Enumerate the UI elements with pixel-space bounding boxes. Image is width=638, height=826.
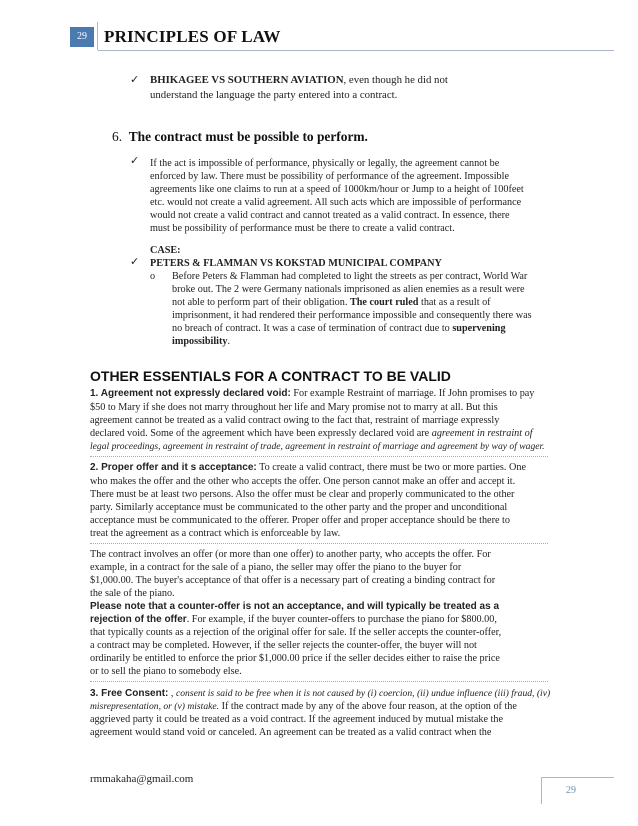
impossibility-text: impossibility	[172, 336, 228, 347]
case-label: CASE:	[150, 245, 181, 256]
checkmark-icon: ✓	[130, 155, 140, 167]
p2-line: treat the agreement as a contract which is enforceable by law.	[90, 528, 341, 539]
section-heading: OTHER ESSENTIALS FOR A CONTRACT TO BE VALID	[90, 368, 451, 384]
p2-line: party. Similarly acceptance must be communicated to the other party and the proper and unconditional	[90, 502, 508, 513]
p2-line: acceptance must be communicated to the offerer. Proper offer and proper acceptance should be there to	[90, 515, 510, 526]
p3-line: ordinarily be entitled to enforce the prior $1,000.00 price if the seller decides either to raise the price	[90, 653, 500, 664]
dotted-divider	[90, 681, 548, 682]
intro-case-rest: , even though he did not	[343, 74, 448, 86]
case-text: not able to perform part of their obligation.	[172, 297, 348, 308]
p4-text: ,	[168, 688, 176, 699]
header-page-number: 29	[70, 27, 94, 47]
p4-label: 3. Free Consent:	[90, 688, 169, 699]
point-6-text: The contract must be possible to perform.	[128, 129, 368, 144]
p1-text: declared void. Some of the agreement which have been expressly declared void are	[90, 428, 430, 439]
p3-line	[90, 613, 497, 626]
p3-line: a contract may be completed. However, if the seller rejects the counter-offer, the buyer will not	[90, 640, 477, 651]
case-bullet: o	[150, 271, 156, 282]
impossible-line: enforced by law. There must be possibility of performance of the agreement. Impossible	[150, 171, 509, 182]
p3-line: that typically counts as a rejection of the original offer for sale. If the seller accepts the counter-offer,	[90, 627, 502, 638]
footer-page-number: 29	[566, 785, 576, 796]
p1-line	[90, 387, 534, 400]
impossible-line: agreements like one claims to run at a speed of 1000km/hour or Jump to a height of 100feet	[150, 184, 524, 195]
case-line	[172, 335, 230, 348]
dotted-divider	[90, 543, 548, 544]
p3-bold-line: Please note that a counter-offer is not an acceptance, and will typically be treated as a	[90, 601, 500, 612]
p4-italic: misrepresentation, or (v) mistake.	[90, 701, 220, 712]
footer-email: rmmakaha@gmail.com	[90, 773, 194, 785]
p1-italic: agreement in restraint of	[431, 428, 533, 439]
supervening-text: supervening	[452, 323, 506, 334]
case-line: Before Peters & Flamman had completed to light the streets as per contract, World War	[172, 271, 528, 282]
impossible-line: would not create a valid contract and cannot treated as a valid contract. In essence, there	[150, 210, 510, 221]
point-6-heading	[112, 129, 368, 145]
intro-line-2: understand the language the party entered into a contract.	[150, 89, 398, 101]
case-text: .	[227, 336, 231, 347]
case-text: no breach of contract. It was a case of termination of contract due to	[172, 323, 450, 334]
p4-line	[90, 700, 517, 713]
p4-line: aggrieved party it could be treated as a void contract. If the agreement induced by mutual mistake the	[90, 714, 504, 725]
header-rule	[98, 50, 614, 51]
intro-case-name: BHIKAGEE VS SOUTHERN AVIATION	[150, 74, 344, 86]
p1-line	[90, 427, 533, 440]
p1-line: agreement cannot be treated as a valid contract owing to the fact that, restraint of marriage expressly	[90, 415, 500, 426]
dotted-divider	[90, 456, 548, 457]
p3-line: example, in a contract for the sale of a piano, the seller may offer the piano to the buyer for	[90, 562, 462, 573]
p3-line: or to sell the piano to somebody else.	[90, 666, 242, 677]
case-line	[172, 296, 491, 309]
case-line	[172, 322, 506, 335]
page-title: PRINCIPLES OF LAW	[104, 27, 281, 46]
court-ruled-text: The court ruled	[349, 297, 419, 308]
impossible-line: etc. would not create a valid agreement. All such acts which are impossible of performance	[150, 197, 522, 208]
p1-label: 1. Agreement not expressly declared void:	[90, 388, 291, 399]
case-text: that as a result of	[420, 297, 491, 308]
checkmark-icon: ✓	[130, 256, 140, 268]
p2-text: To create a valid contract, there must be two or more parties. One	[256, 462, 526, 473]
p2-line	[90, 461, 526, 474]
case-line: imprisonment, it had rendered their performance impossible and consequently there was	[172, 310, 532, 321]
p4-line	[90, 687, 550, 700]
p3-line: The contract involves an offer (or more than one offer) to another party, who accepts the offer. For	[90, 549, 491, 560]
intro-line-1	[150, 74, 448, 87]
p4-text: If the contract made by any of the above four reason, at the option of the	[219, 701, 517, 712]
p3-text: . For example, if the buyer counter-offers to purchase the piano for $800.00,	[186, 614, 497, 625]
p2-line: There must be at least two persons. Also the offer must be clear and properly communicated to the other	[90, 489, 515, 500]
footer-page-box	[541, 777, 614, 804]
p4-italic: consent is said to be free when it is not caused by (i) coercion, (ii) undue influence (iii) fraud, (iv)	[176, 688, 551, 699]
header-divider	[97, 22, 98, 50]
case-line: broke out. The 2 were Germany nationals imprisoned as alien enemies as a result were	[172, 284, 525, 295]
p3-bold: rejection of the offer	[90, 614, 187, 625]
checkmark-icon: ✓	[130, 74, 140, 86]
p1-line: legal proceedings, agreement in restraint of trade, agreement in restraint of marriage and agreement by way of wager.	[90, 441, 545, 452]
p3-line: the sale of the piano.	[90, 588, 175, 599]
p2-line: who makes the offer and the other who accepts the offer. One person cannot make an offer and accept it.	[90, 476, 516, 487]
p1-line: $50 to Mary if she does not marry throughout her life and Mary promise not to marry at all. But this	[90, 402, 498, 413]
impossible-line: must be possibility of performance must be there to create a valid contract.	[150, 223, 455, 234]
impossible-line: If the act is impossible of performance, physically or legally, the agreement cannot be	[150, 158, 500, 169]
p1-text: For example Restraint of marriage. If John promises to pay	[290, 388, 535, 399]
p2-label: 2. Proper offer and it s acceptance:	[90, 462, 257, 473]
p4-line: agreement would stand void or canceled. An agreement can be treated as a valid contract when the	[90, 727, 492, 738]
p3-line: $1,000.00. The buyer's acceptance of that offer is a necessary part of creating a binding contract for	[90, 575, 496, 586]
case-name: PETERS & FLAMMAN VS KOKSTAD MUNICIPAL COMPANY	[150, 258, 442, 269]
point-6-number: 6.	[112, 129, 123, 144]
